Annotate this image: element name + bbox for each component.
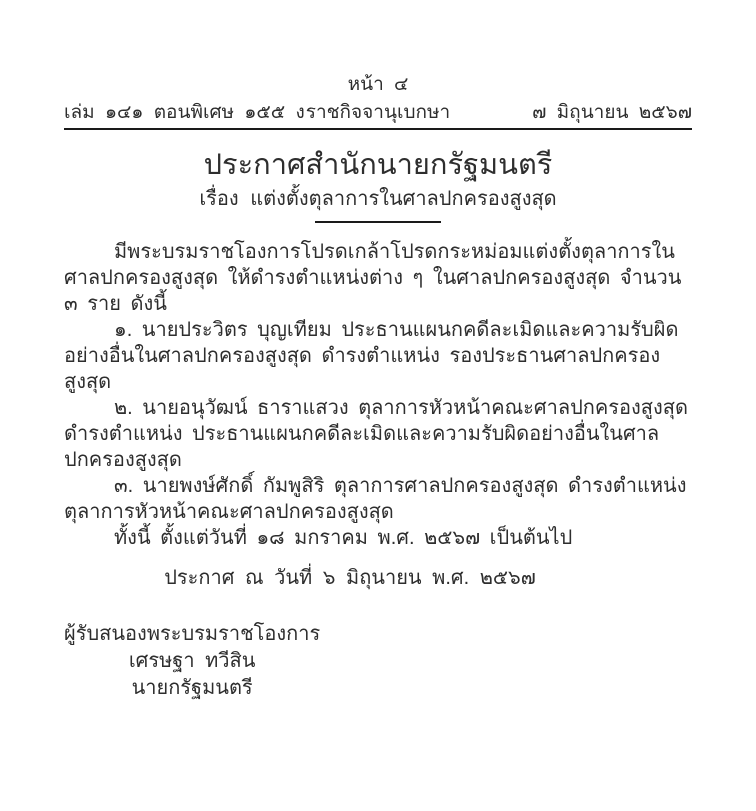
header-rule xyxy=(64,128,692,130)
document-content xyxy=(64,0,698,702)
signer-title: นายกรัฐมนตรี xyxy=(131,677,253,699)
volume-issue-label: เล่ม ๑๔๑ ตอนพิเศษ ๑๕๕ ง xyxy=(64,102,305,123)
title-divider xyxy=(315,221,441,223)
page-number: หน้า ๔ xyxy=(347,74,409,95)
gazette-masthead xyxy=(64,101,692,125)
announcement-subject: เรื่อง แต่งตั้งตุลาการในศาลปกครองสูงสุด xyxy=(199,188,557,210)
countersignature-block xyxy=(64,621,320,702)
list-item-2: ๒. นายอนุวัฒน์ ธาราแสวง ตุลาการหัวหน้าคณะศาลปกครองสูงสุด ดำรงตำแหน่ง ประธานแผนกคดีละเมิดและความรับผิดอย่างอื่นในศาลปกครองสูงสุด xyxy=(64,397,698,471)
announcement-title: ประกาศสำนักนายกรัฐมนตรี xyxy=(203,149,553,181)
list-item-3: ๓. นายพงษ์ศักดิ์ กัมพูสิริ ตุลาการศาลปกครองสูงสุด ดำรงตำแหน่ง ตุลาการหัวหน้าคณะศาลปกครองสูงสุด xyxy=(64,475,697,523)
gazette-name: ราชกิจจานุเบกษา xyxy=(305,102,451,123)
countersignature-label: ผู้รับสนองพระบรมราชโองการ xyxy=(64,623,321,645)
announcement-date-line: ประกาศ ณ วันที่ ๖ มิถุนายน พ.ศ. ๒๕๖๗ xyxy=(164,567,536,589)
list-item-1: ๑. นายประวิตร บุญเทียม ประธานแผนกคดีละเมิดและความรับผิดอย่างอื่นในศาลปกครองสูงสุด ดำรงตำแหน่ง รองประธานศาลปกครองสูงสุด xyxy=(64,319,679,393)
signer-name: เศรษฐา ทวีสิน xyxy=(128,650,256,672)
effective-date-line: ทั้งนี้ ตั้งแต่วันที่ ๑๘ มกราคม พ.ศ. ๒๕๖๗ เป็นต้นไป xyxy=(114,527,573,549)
gazette-date: ๗ มิถุนายน ๒๕๖๗ xyxy=(532,102,692,123)
paragraph-opening: มีพระบรมราชโองการโปรดเกล้าโปรดกระหม่อมแต่งตั้งตุลาการในศาลปกครองสูงสุด ให้ดำรงตำแหน่งต่าง ๆ ในศาลปกครองสูงสุด จำนวน ๓ ราย ดังนี้ xyxy=(64,241,691,315)
body-text xyxy=(64,239,698,551)
